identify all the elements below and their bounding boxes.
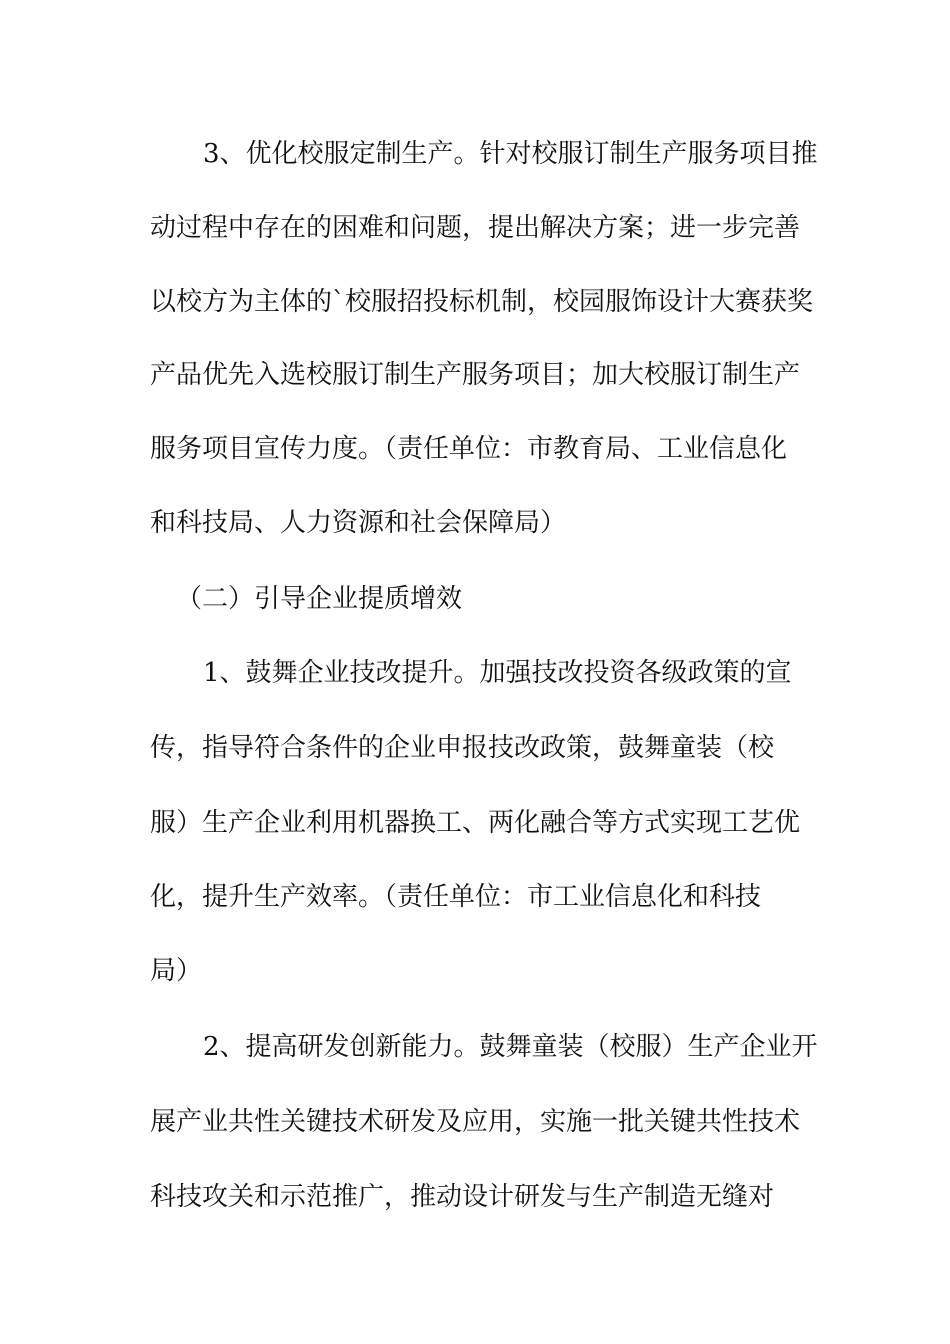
paragraph-3-line-3: 以校方为主体的`校服招投标机制，校园服饰设计大赛获奖 bbox=[150, 287, 814, 317]
paragraph-1-line-2: 传，指导符合条件的企业申报技改政策，鼓舞童装（校 bbox=[150, 733, 775, 763]
paragraph-3-line-1: 3、优化校服定制生产。针对校服订制生产服务项目推 bbox=[203, 139, 818, 169]
paragraph-1-line-5: 局） bbox=[150, 956, 203, 986]
paragraph-2-line-2: 展产业共性关键技术研发及应用，实施一批关键共性技术 bbox=[150, 1107, 801, 1137]
paragraph-3-line-4: 产品优先入选校服订制生产服务项目；加大校服订制生产 bbox=[150, 360, 801, 390]
paragraph-3-line-5: 服务项目宣传力度。（责任单位：市教育局、工业信息化 bbox=[150, 434, 788, 464]
paragraph-1-line-1: 1、鼓舞企业技改提升。加强技改投资各级政策的宣 bbox=[203, 658, 792, 688]
paragraph-1-line-3: 服）生产企业利用机器换工、两化融合等方式实现工艺优 bbox=[150, 808, 801, 838]
paragraph-2-line-3: 科技攻关和示范推广，推动设计研发与生产制造无缝对 bbox=[150, 1182, 775, 1212]
paragraph-3-line-6: 和科技局、人力资源和社会保障局） bbox=[150, 508, 567, 538]
paragraph-1-line-4: 化，提升生产效率。（责任单位：市工业信息化和科技 bbox=[150, 882, 762, 912]
section-heading: （二）引导企业提质增效 bbox=[176, 584, 463, 614]
paragraph-3-line-2: 动过程中存在的困难和问题，提出解决方案；进一步完善 bbox=[150, 213, 801, 243]
paragraph-2-line-1: 2、提高研发创新能力。鼓舞童装（校服）生产企业开 bbox=[203, 1032, 818, 1062]
